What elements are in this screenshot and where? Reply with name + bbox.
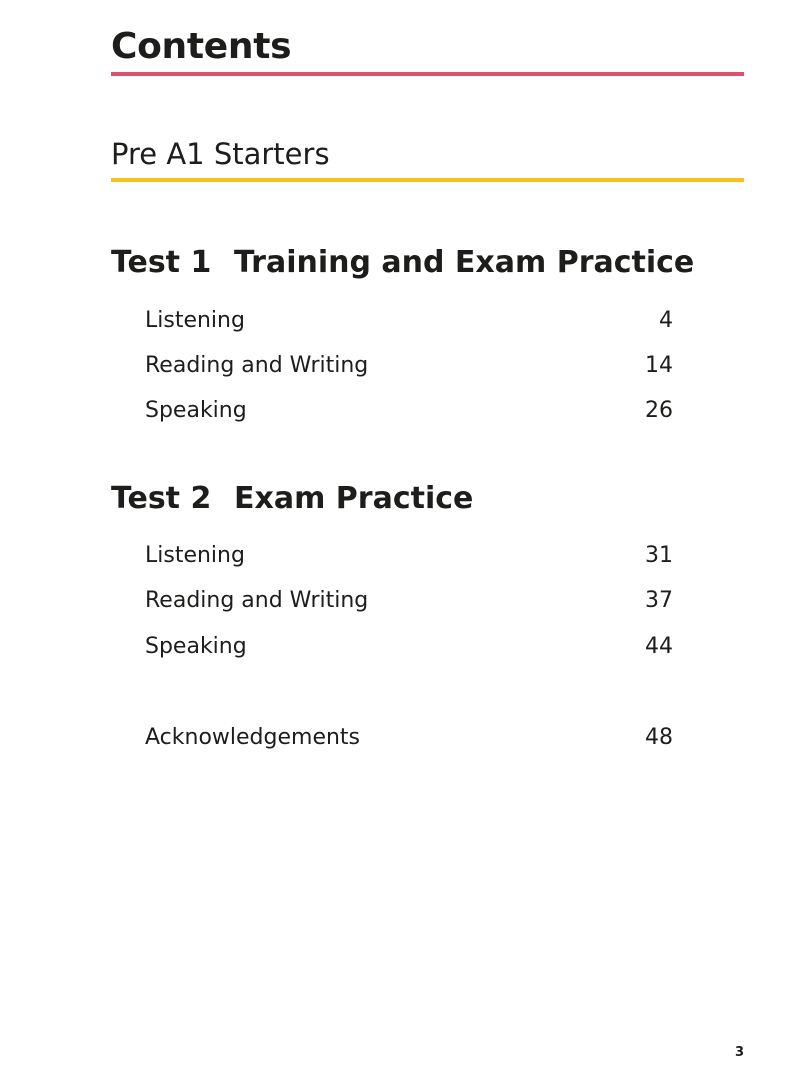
level-title: Pre A1 Starters — [111, 137, 330, 171]
toc-entry-label: Listening — [145, 308, 245, 333]
toc-entry-acknowledgements[interactable] — [145, 722, 673, 754]
level-divider — [111, 178, 744, 182]
toc-entry-label: Speaking — [145, 398, 247, 423]
toc-entry-page: 14 — [645, 353, 673, 378]
test-2-name: Exam Practice — [234, 481, 474, 516]
toc-entry-test2-listening[interactable] — [145, 540, 673, 572]
test-2-heading — [111, 480, 473, 518]
toc-entry-page: 37 — [645, 588, 673, 613]
page-title: Contents — [111, 26, 292, 67]
toc-entry-page: 4 — [659, 308, 673, 333]
toc-entry-label: Acknowledgements — [145, 725, 361, 750]
toc-entry-page: 31 — [645, 543, 673, 568]
toc-entry-test1-listening[interactable] — [145, 305, 673, 337]
toc-entry-page: 26 — [645, 398, 673, 423]
test-1-number: Test 1 — [111, 245, 212, 280]
toc-entry-page: 48 — [645, 725, 673, 750]
test-1-name: Training and Exam Practice — [234, 245, 695, 280]
toc-entry-test1-reading-writing[interactable] — [145, 350, 673, 382]
toc-entry-label: Listening — [145, 543, 245, 568]
title-divider — [111, 72, 744, 76]
toc-entry-page: 44 — [645, 634, 673, 659]
toc-entry-label: Reading and Writing — [145, 353, 369, 378]
toc-entry-test2-speaking[interactable] — [145, 631, 673, 663]
toc-entry-test2-reading-writing[interactable] — [145, 585, 673, 617]
page-number: 3 — [735, 1045, 745, 1060]
test-2-number: Test 2 — [111, 481, 212, 516]
toc-entry-label: Reading and Writing — [145, 588, 369, 613]
toc-entry-test1-speaking[interactable] — [145, 395, 673, 427]
test-1-heading — [111, 244, 694, 282]
toc-entry-label: Speaking — [145, 634, 247, 659]
